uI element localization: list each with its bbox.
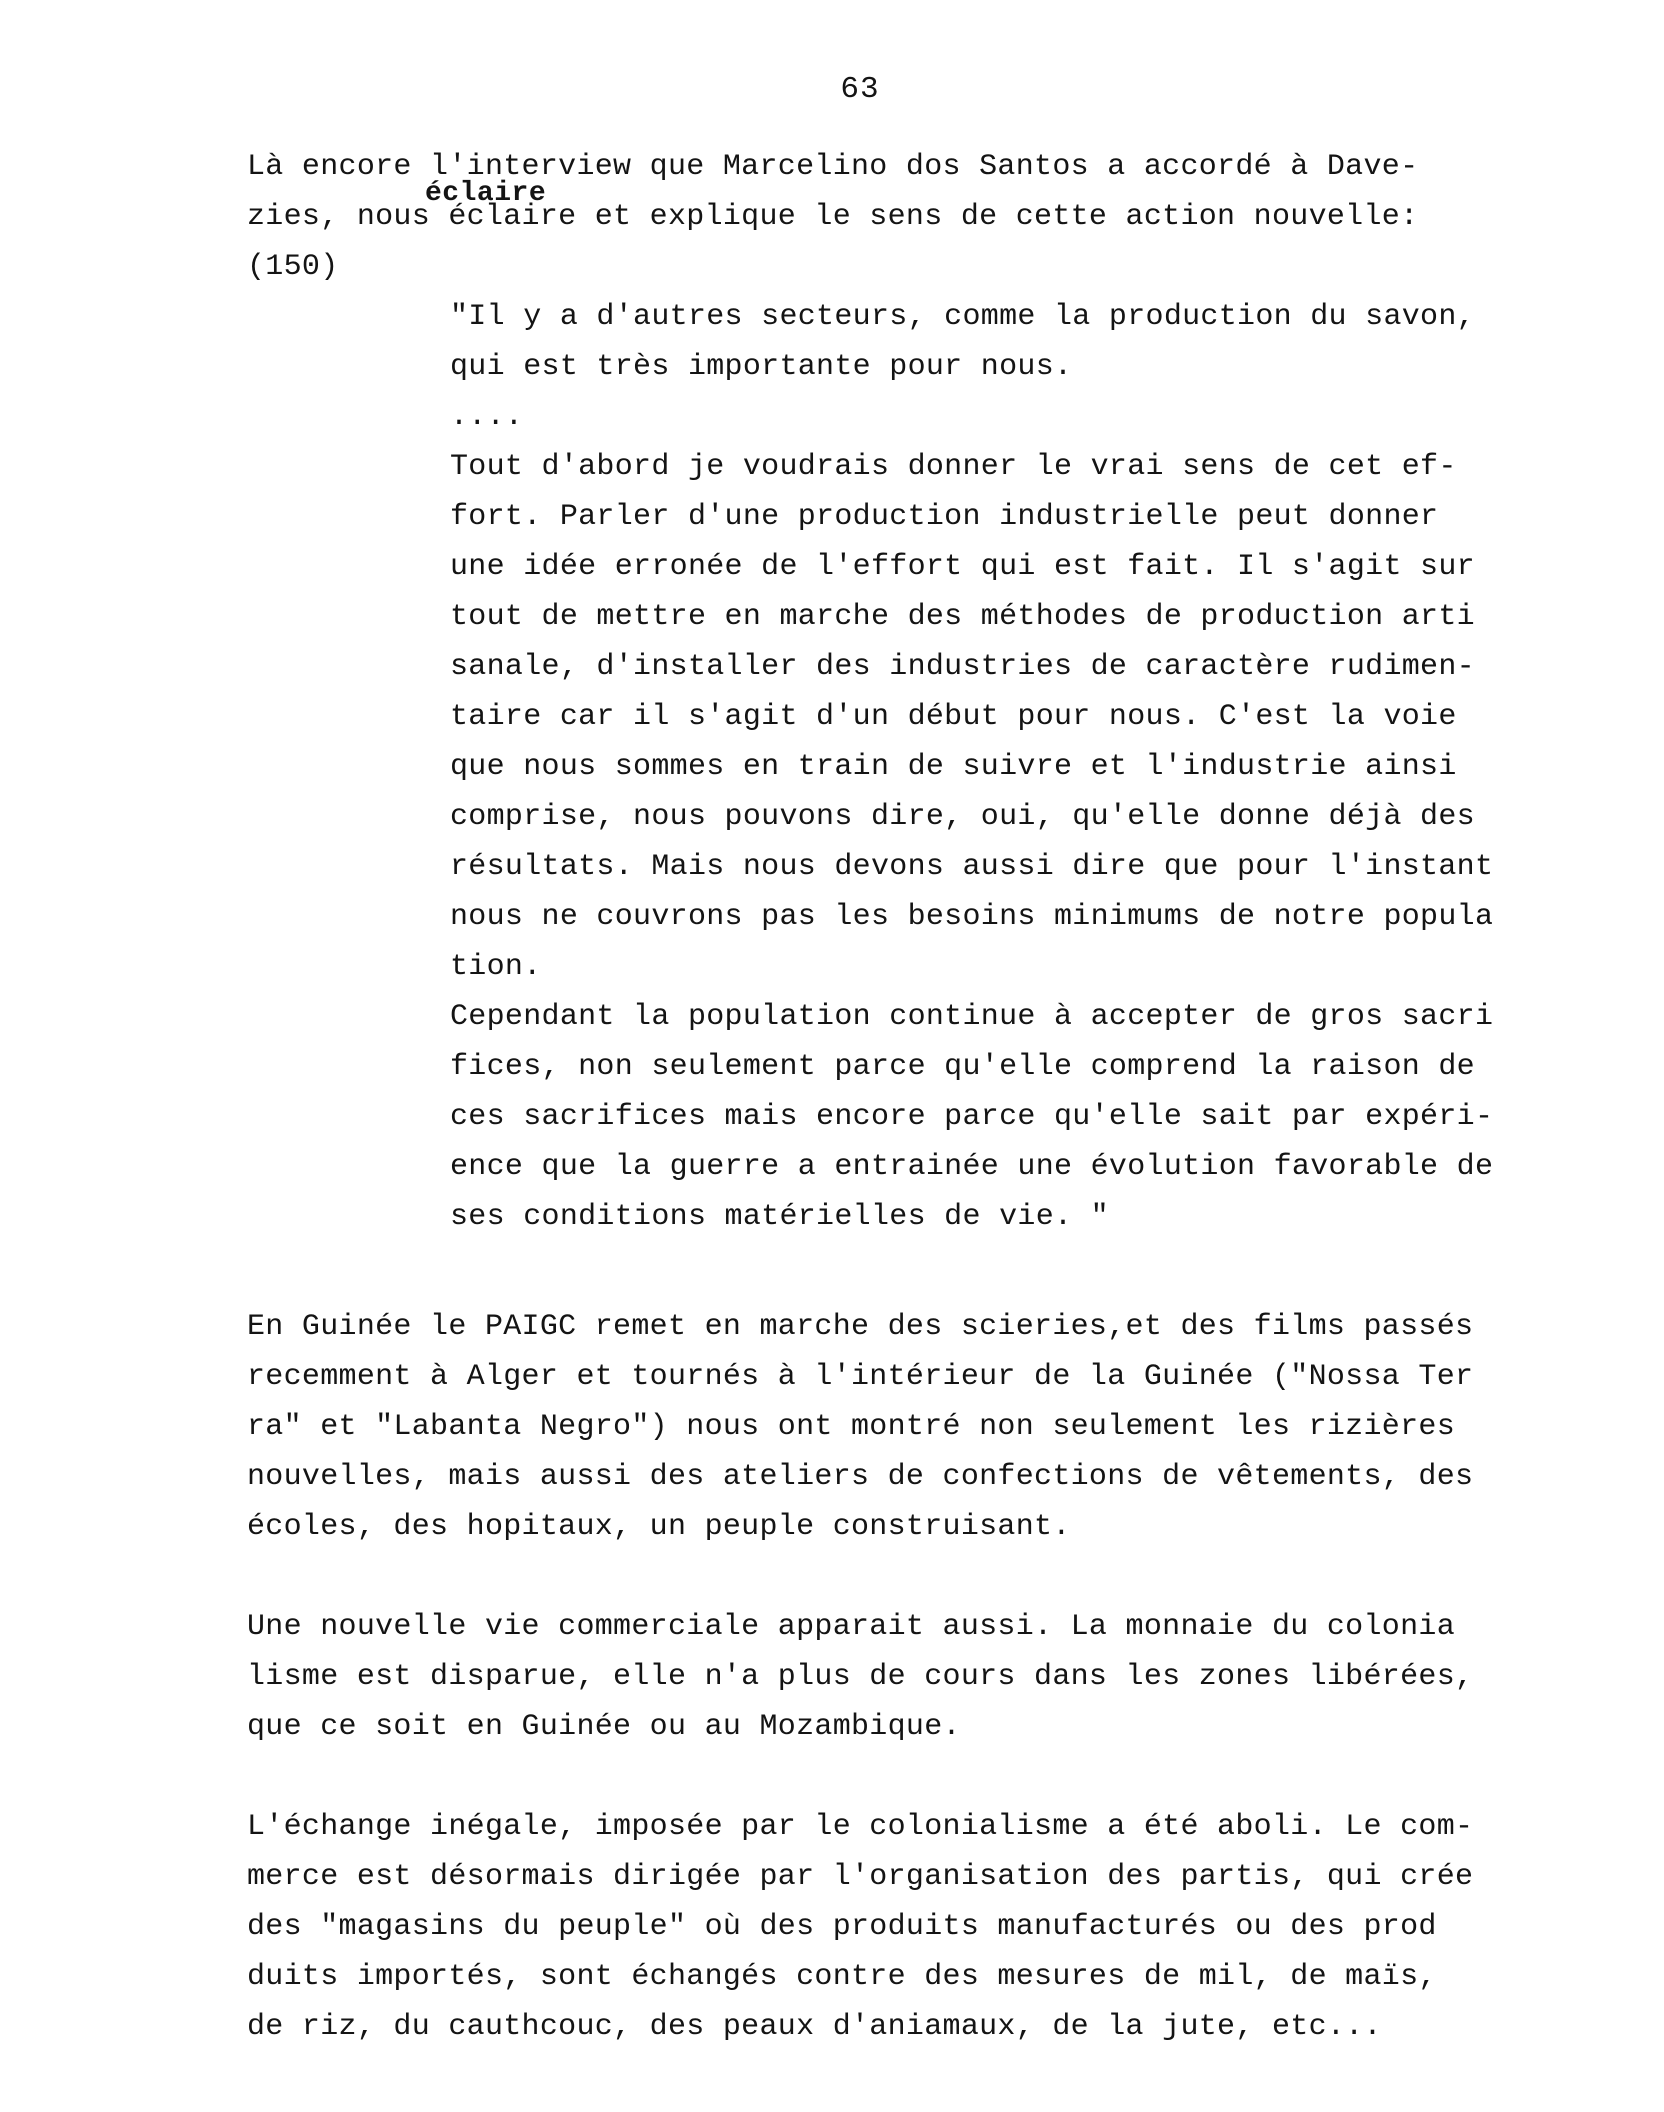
text-line: Une nouvelle vie commerciale apparait aussi. La monnaie du colonia <box>247 1610 1455 1644</box>
text-line: nouvelles, mais aussi des ateliers de confections de vêtements, des <box>247 1460 1474 1494</box>
quote-line: .... <box>450 400 524 434</box>
text-line: ra" et "Labanta Negro") nous ont montré non seulement les rizières <box>247 1410 1455 1444</box>
text-line: duits importés, sont échangés contre des mesures de mil, de maïs, <box>247 1960 1437 1994</box>
text-line: que ce soit en Guinée ou au Mozambique. <box>247 1710 961 1744</box>
quote-line: tout de mettre en marche des méthodes de production arti <box>450 600 1475 634</box>
quote-line: ence que la guerre a entrainée une évolution favorable de <box>450 1150 1494 1184</box>
text-line: de riz, du cauthcouc, des peaux d'aniamaux, de la jute, etc... <box>247 2010 1382 2044</box>
quote-line: une idée erronée de l'effort qui est fait. Il s'agit sur <box>450 550 1475 584</box>
text-line: recemment à Alger et tournés à l'intérieur de la Guinée ("Nossa Ter <box>247 1360 1474 1394</box>
quote-line: Cependant la population continue à accepter de gros sacri <box>450 1000 1494 1034</box>
quote-line: fort. Parler d'une production industrielle peut donner <box>450 500 1439 534</box>
handwritten-correction: éclaire <box>425 178 547 209</box>
text-line: merce est désormais dirigée par l'organisation des partis, qui crée <box>247 1860 1474 1894</box>
quote-line: nous ne couvrons pas les besoins minimums de notre popula <box>450 900 1494 934</box>
quote-line: fices, non seulement parce qu'elle comprend la raison de <box>450 1050 1475 1084</box>
text-line: des "magasins du peuple" où des produits manufacturés ou des prod <box>247 1910 1437 1944</box>
quote-line: ses conditions matérielles de vie. " <box>450 1200 1109 1234</box>
paragraph-guinea <box>247 1302 1627 1552</box>
text-line: (150) <box>247 250 339 284</box>
quote-line: "Il y a d'autres secteurs, comme la production du savon, <box>450 300 1475 334</box>
text-line: zies, nous éclaire et explique le sens de cette action nouvelle: <box>247 200 1419 234</box>
text-line: écoles, des hopitaux, un peuple construisant. <box>247 1510 1071 1544</box>
text-line: Là encore l'interview que Marcelino dos Santos a accordé à Dave- <box>247 150 1419 184</box>
paragraph-commerce <box>247 1602 1627 1752</box>
quote-line: ces sacrifices mais encore parce qu'elle sait par expéri- <box>450 1100 1494 1134</box>
quote-line: résultats. Mais nous devons aussi dire que pour l'instant <box>450 850 1494 884</box>
text-line: lisme est disparue, elle n'a plus de cours dans les zones libérées, <box>247 1660 1474 1694</box>
page-number: 63 <box>840 72 880 107</box>
quote-line: que nous sommes en train de suivre et l'industrie ainsi <box>450 750 1457 784</box>
quote-line: sanale, d'installer des industries de caractère rudimen- <box>450 650 1475 684</box>
quote-line: Tout d'abord je voudrais donner le vrai sens de cet ef- <box>450 450 1457 484</box>
quote-line: taire car il s'agit d'un début pour nous. C'est la voie <box>450 700 1457 734</box>
intro-paragraph <box>247 142 1627 292</box>
text-line: L'échange inégale, imposée par le colonialisme a été aboli. Le com- <box>247 1810 1474 1844</box>
paragraph-exchange <box>247 1802 1627 2052</box>
quote-line: comprise, nous pouvons dire, oui, qu'elle donne déjà des <box>450 800 1475 834</box>
quote-line: qui est très importante pour nous. <box>450 350 1073 384</box>
text-line: En Guinée le PAIGC remet en marche des scieries,et des films passés <box>247 1310 1474 1344</box>
block-quote <box>450 292 1630 1242</box>
quote-line: tion. <box>450 950 542 984</box>
